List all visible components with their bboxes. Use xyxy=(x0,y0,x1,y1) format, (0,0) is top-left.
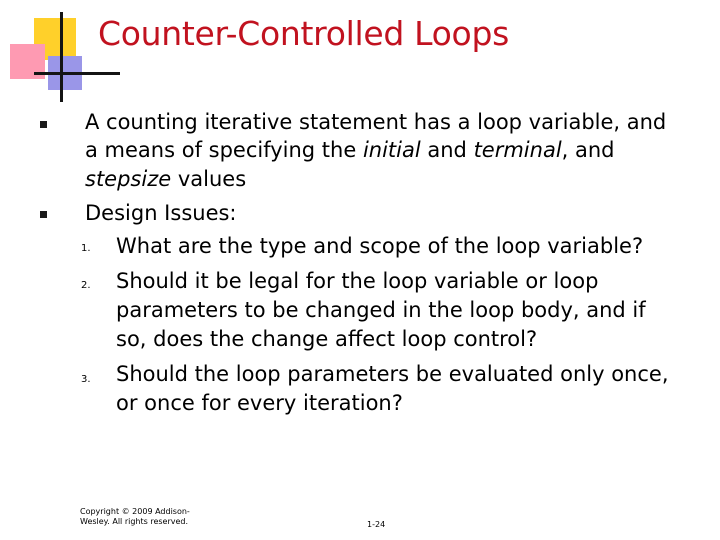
bullet2-label: Design Issues: xyxy=(85,201,237,225)
list-number: 2. xyxy=(81,280,91,291)
list-item-line: Should it be legal for the loop variable or loop xyxy=(116,269,599,293)
bullet-square-icon xyxy=(40,211,47,218)
list-item-line: or once for every iteration? xyxy=(116,391,403,415)
bullet1-line3: stepsize values xyxy=(85,167,247,191)
copyright-notice: Copyright © 2009 Addison- Wesley. All rights reserved. xyxy=(80,507,190,526)
list-number: 1. xyxy=(81,243,91,254)
list-item-line: What are the type and scope of the loop variable? xyxy=(116,234,644,258)
decor-horizontal-line xyxy=(34,72,120,75)
list-item-line: parameters to be changed in the loop body, and if xyxy=(116,298,646,322)
list-number: 3. xyxy=(81,374,91,385)
bullet1-line1: A counting iterative statement has a loop variable, and xyxy=(85,110,667,134)
bullet1-line2: a means of specifying the initial and terminal, and xyxy=(85,138,615,162)
decor-vertical-line xyxy=(60,12,63,102)
list-item-line: so, does the change affect loop control? xyxy=(116,327,538,351)
page-number: 1-24 xyxy=(367,520,386,529)
list-item-line: Should the loop parameters be evaluated only once, xyxy=(116,362,669,386)
bullet-square-icon xyxy=(40,121,47,128)
slide-title: Counter-Controlled Loops xyxy=(98,14,509,53)
